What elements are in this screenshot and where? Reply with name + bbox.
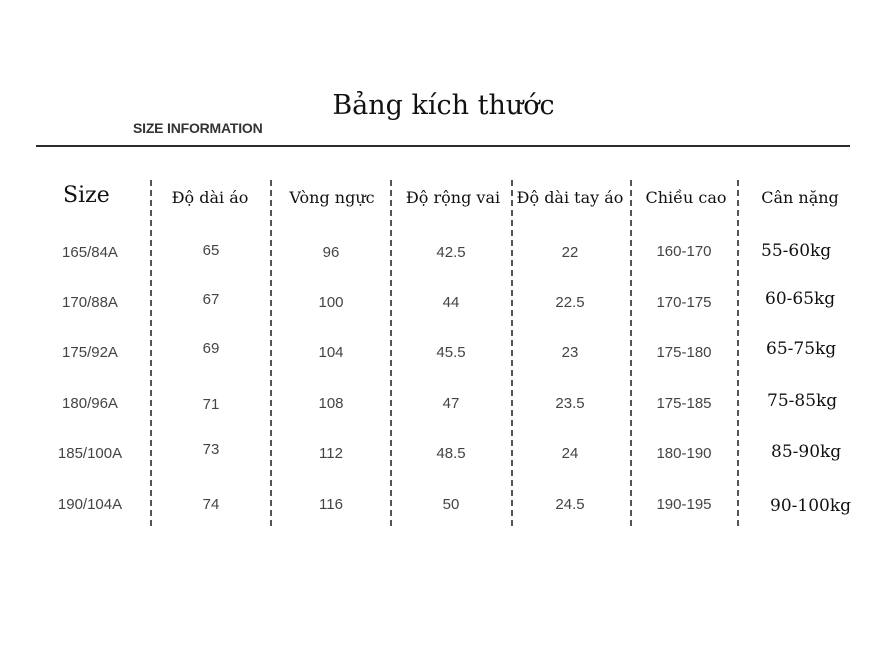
page-title: Bảng kích thước — [332, 90, 555, 121]
table-cell-height: 170-175 — [656, 294, 712, 311]
header-weight: Cân nặng — [761, 188, 839, 207]
table-cell-shoulder: 44 — [442, 294, 460, 311]
table-cell-height: 180-190 — [656, 445, 712, 462]
table-cell-length: 74 — [202, 496, 220, 513]
header-height: Chiều cao — [645, 188, 727, 207]
table-cell-shoulder: 42.5 — [436, 244, 466, 261]
header-size: Size — [63, 183, 110, 208]
table-cell-chest: 108 — [318, 395, 344, 412]
table-cell-sleeve: 23.5 — [555, 395, 585, 412]
table-cell-sleeve: 24.5 — [555, 496, 585, 513]
column-divider — [390, 180, 392, 526]
table-cell-sleeve: 22 — [561, 244, 579, 261]
table-cell-height: 190-195 — [656, 496, 712, 513]
table-cell-sleeve: 22.5 — [555, 294, 585, 311]
table-cell-chest: 112 — [319, 445, 343, 462]
table-cell-chest: 96 — [322, 244, 340, 261]
size-information-label: SIZE INFORMATION — [133, 120, 263, 136]
table-cell-shoulder: 50 — [442, 496, 460, 513]
table-cell-size: 170/88A — [62, 294, 118, 311]
table-cell-shoulder: 48.5 — [436, 445, 466, 462]
column-divider — [630, 180, 632, 526]
table-cell-height: 175-185 — [656, 395, 712, 412]
table-cell-size: 185/100A — [57, 445, 123, 462]
table-cell-weight: 75-85kg — [767, 391, 838, 411]
column-divider — [270, 180, 272, 526]
column-divider — [511, 180, 513, 526]
table-cell-shoulder: 45.5 — [436, 344, 466, 361]
table-cell-size: 175/92A — [62, 344, 118, 361]
header-chest: Vòng ngực — [289, 188, 375, 207]
table-cell-chest: 116 — [319, 496, 343, 513]
table-cell-weight: 60-65kg — [765, 289, 836, 309]
column-divider — [150, 180, 152, 526]
table-cell-size: 190/104A — [57, 496, 123, 513]
table-cell-length: 71 — [202, 396, 220, 413]
table-cell-size: 165/84A — [62, 244, 118, 261]
table-cell-length: 73 — [202, 441, 220, 458]
table-cell-weight: 65-75kg — [766, 339, 837, 359]
table-cell-length: 69 — [202, 340, 220, 357]
table-cell-length: 65 — [202, 242, 220, 259]
header-sleeve: Độ dài tay áo — [516, 188, 624, 207]
table-cell-length: 67 — [202, 291, 220, 308]
table-cell-chest: 100 — [318, 294, 344, 311]
table-cell-chest: 104 — [318, 344, 344, 361]
table-cell-weight: 90-100kg — [770, 496, 852, 516]
table-cell-height: 160-170 — [656, 243, 712, 260]
table-cell-height: 175-180 — [656, 344, 712, 361]
table-cell-sleeve: 24 — [561, 445, 579, 462]
table-cell-weight: 55-60kg — [761, 241, 832, 261]
header-length: Độ dài áo — [171, 188, 249, 207]
table-cell-size: 180/96A — [62, 395, 118, 412]
column-divider — [737, 180, 739, 526]
table-cell-weight: 85-90kg — [771, 442, 842, 462]
title-divider — [36, 145, 850, 147]
table-cell-sleeve: 23 — [561, 344, 579, 361]
header-shoulder: Độ rộng vai — [405, 188, 501, 207]
table-cell-shoulder: 47 — [442, 395, 460, 412]
